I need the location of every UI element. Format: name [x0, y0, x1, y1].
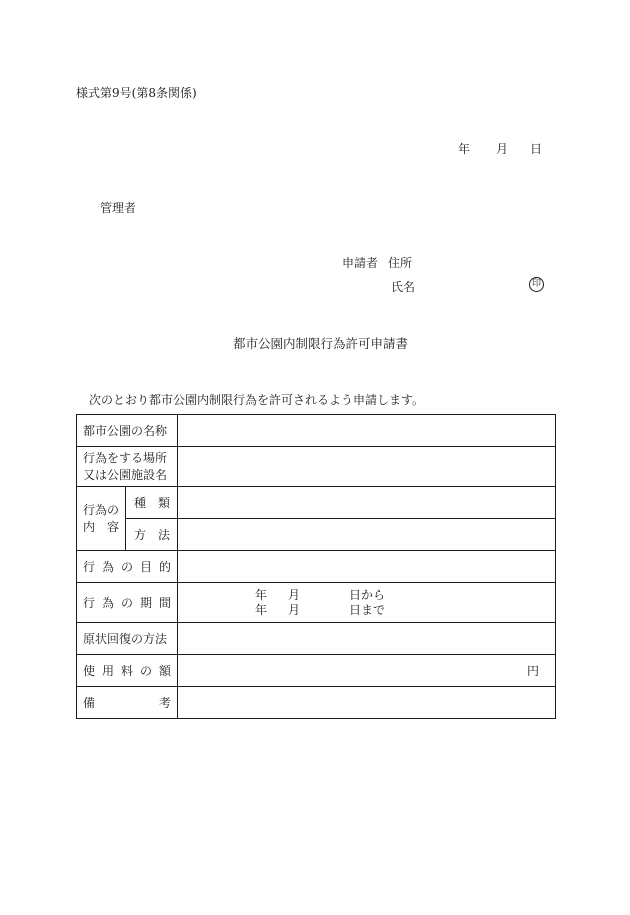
- form-number: 様式第9号(第8条関係): [76, 86, 197, 100]
- restoration-label: 原状回復の方法: [77, 623, 178, 655]
- period-label-char: 為: [102, 596, 115, 610]
- intro-text: 次のとおり都市公園内制限行為を許可されるよう申請します。: [89, 393, 425, 407]
- content-label: [77, 487, 126, 551]
- method-label-char: 法: [158, 528, 171, 542]
- remarks-label-char: 備: [83, 696, 96, 710]
- restoration-field[interactable]: [178, 623, 556, 655]
- table-row: [77, 519, 556, 551]
- document-title: 都市公園内制限行為許可申請書: [233, 336, 409, 351]
- date-month: 月: [496, 142, 509, 156]
- purpose-label-char: 為: [102, 560, 115, 574]
- kind-label: [126, 487, 178, 519]
- name-label: 氏名: [391, 280, 416, 294]
- kind-field[interactable]: [178, 487, 556, 519]
- purpose-label-char: の: [121, 560, 134, 574]
- period-from-day: 日から: [349, 588, 386, 602]
- period-from-line: [255, 588, 385, 603]
- table-row: [77, 623, 556, 655]
- applicant-address-row: [342, 254, 412, 271]
- table-row: [77, 583, 556, 623]
- fee-label: [77, 655, 178, 687]
- method-field[interactable]: [178, 519, 556, 551]
- purpose-field[interactable]: [178, 551, 556, 583]
- application-table: [76, 414, 556, 719]
- place-label: [77, 447, 178, 487]
- fee-unit: 円: [526, 664, 539, 678]
- content-label-line1: 行為の: [83, 502, 120, 517]
- method-label-char: 方: [134, 528, 147, 542]
- period-to-year: 年: [255, 603, 268, 617]
- period-to-line: [255, 603, 385, 618]
- period-field[interactable]: [178, 583, 556, 623]
- purpose-label-char: 行: [83, 560, 96, 574]
- fee-label-char: 料: [121, 664, 134, 678]
- period-label-char: の: [121, 596, 134, 610]
- period-to-month: 月: [288, 603, 301, 617]
- table-row: [77, 447, 556, 487]
- table-row: [77, 551, 556, 583]
- seal-mark: 印: [529, 277, 544, 292]
- kind-label-char: 種: [134, 496, 147, 510]
- period-from-month: 月: [288, 588, 301, 602]
- period-label-char: 行: [83, 596, 96, 610]
- park-name-field[interactable]: [178, 415, 556, 447]
- place-field[interactable]: [178, 447, 556, 487]
- table-row: [77, 655, 556, 687]
- kind-label-char: 類: [158, 496, 171, 510]
- fee-label-char: の: [140, 664, 153, 678]
- fee-label-char: 額: [159, 664, 172, 678]
- period-label-char: 間: [159, 596, 172, 610]
- table-row: [77, 415, 556, 447]
- purpose-label-char: 的: [159, 560, 172, 574]
- table-row: [77, 687, 556, 719]
- place-label-line1: 行為をする場所: [83, 450, 168, 465]
- remarks-label-char: 考: [159, 696, 172, 710]
- content-label-line2: 内 容: [83, 519, 120, 534]
- fee-label-char: 用: [102, 664, 115, 678]
- purpose-label: [77, 551, 178, 583]
- date-line: [458, 140, 542, 157]
- table-row: [77, 487, 556, 519]
- addressee: 管理者: [100, 201, 137, 215]
- remarks-label: [77, 687, 178, 719]
- period-to-day: 日まで: [349, 603, 386, 617]
- period-dates: [255, 588, 385, 618]
- fee-label-char: 使: [83, 664, 96, 678]
- purpose-label-char: 目: [140, 560, 153, 574]
- method-label: [126, 519, 178, 551]
- park-name-label: 都市公園の名称: [77, 415, 178, 447]
- fee-field[interactable]: [178, 655, 556, 687]
- period-label-char: 期: [140, 596, 153, 610]
- remarks-field[interactable]: [178, 687, 556, 719]
- date-year: 年: [458, 142, 471, 156]
- applicant-label: 申請者: [342, 256, 379, 270]
- address-label: 住所: [388, 256, 413, 270]
- date-day: 日: [530, 142, 543, 156]
- period-label: [77, 583, 178, 623]
- period-from-year: 年: [255, 588, 268, 602]
- place-label-line2: 又は公園施設名: [83, 467, 168, 482]
